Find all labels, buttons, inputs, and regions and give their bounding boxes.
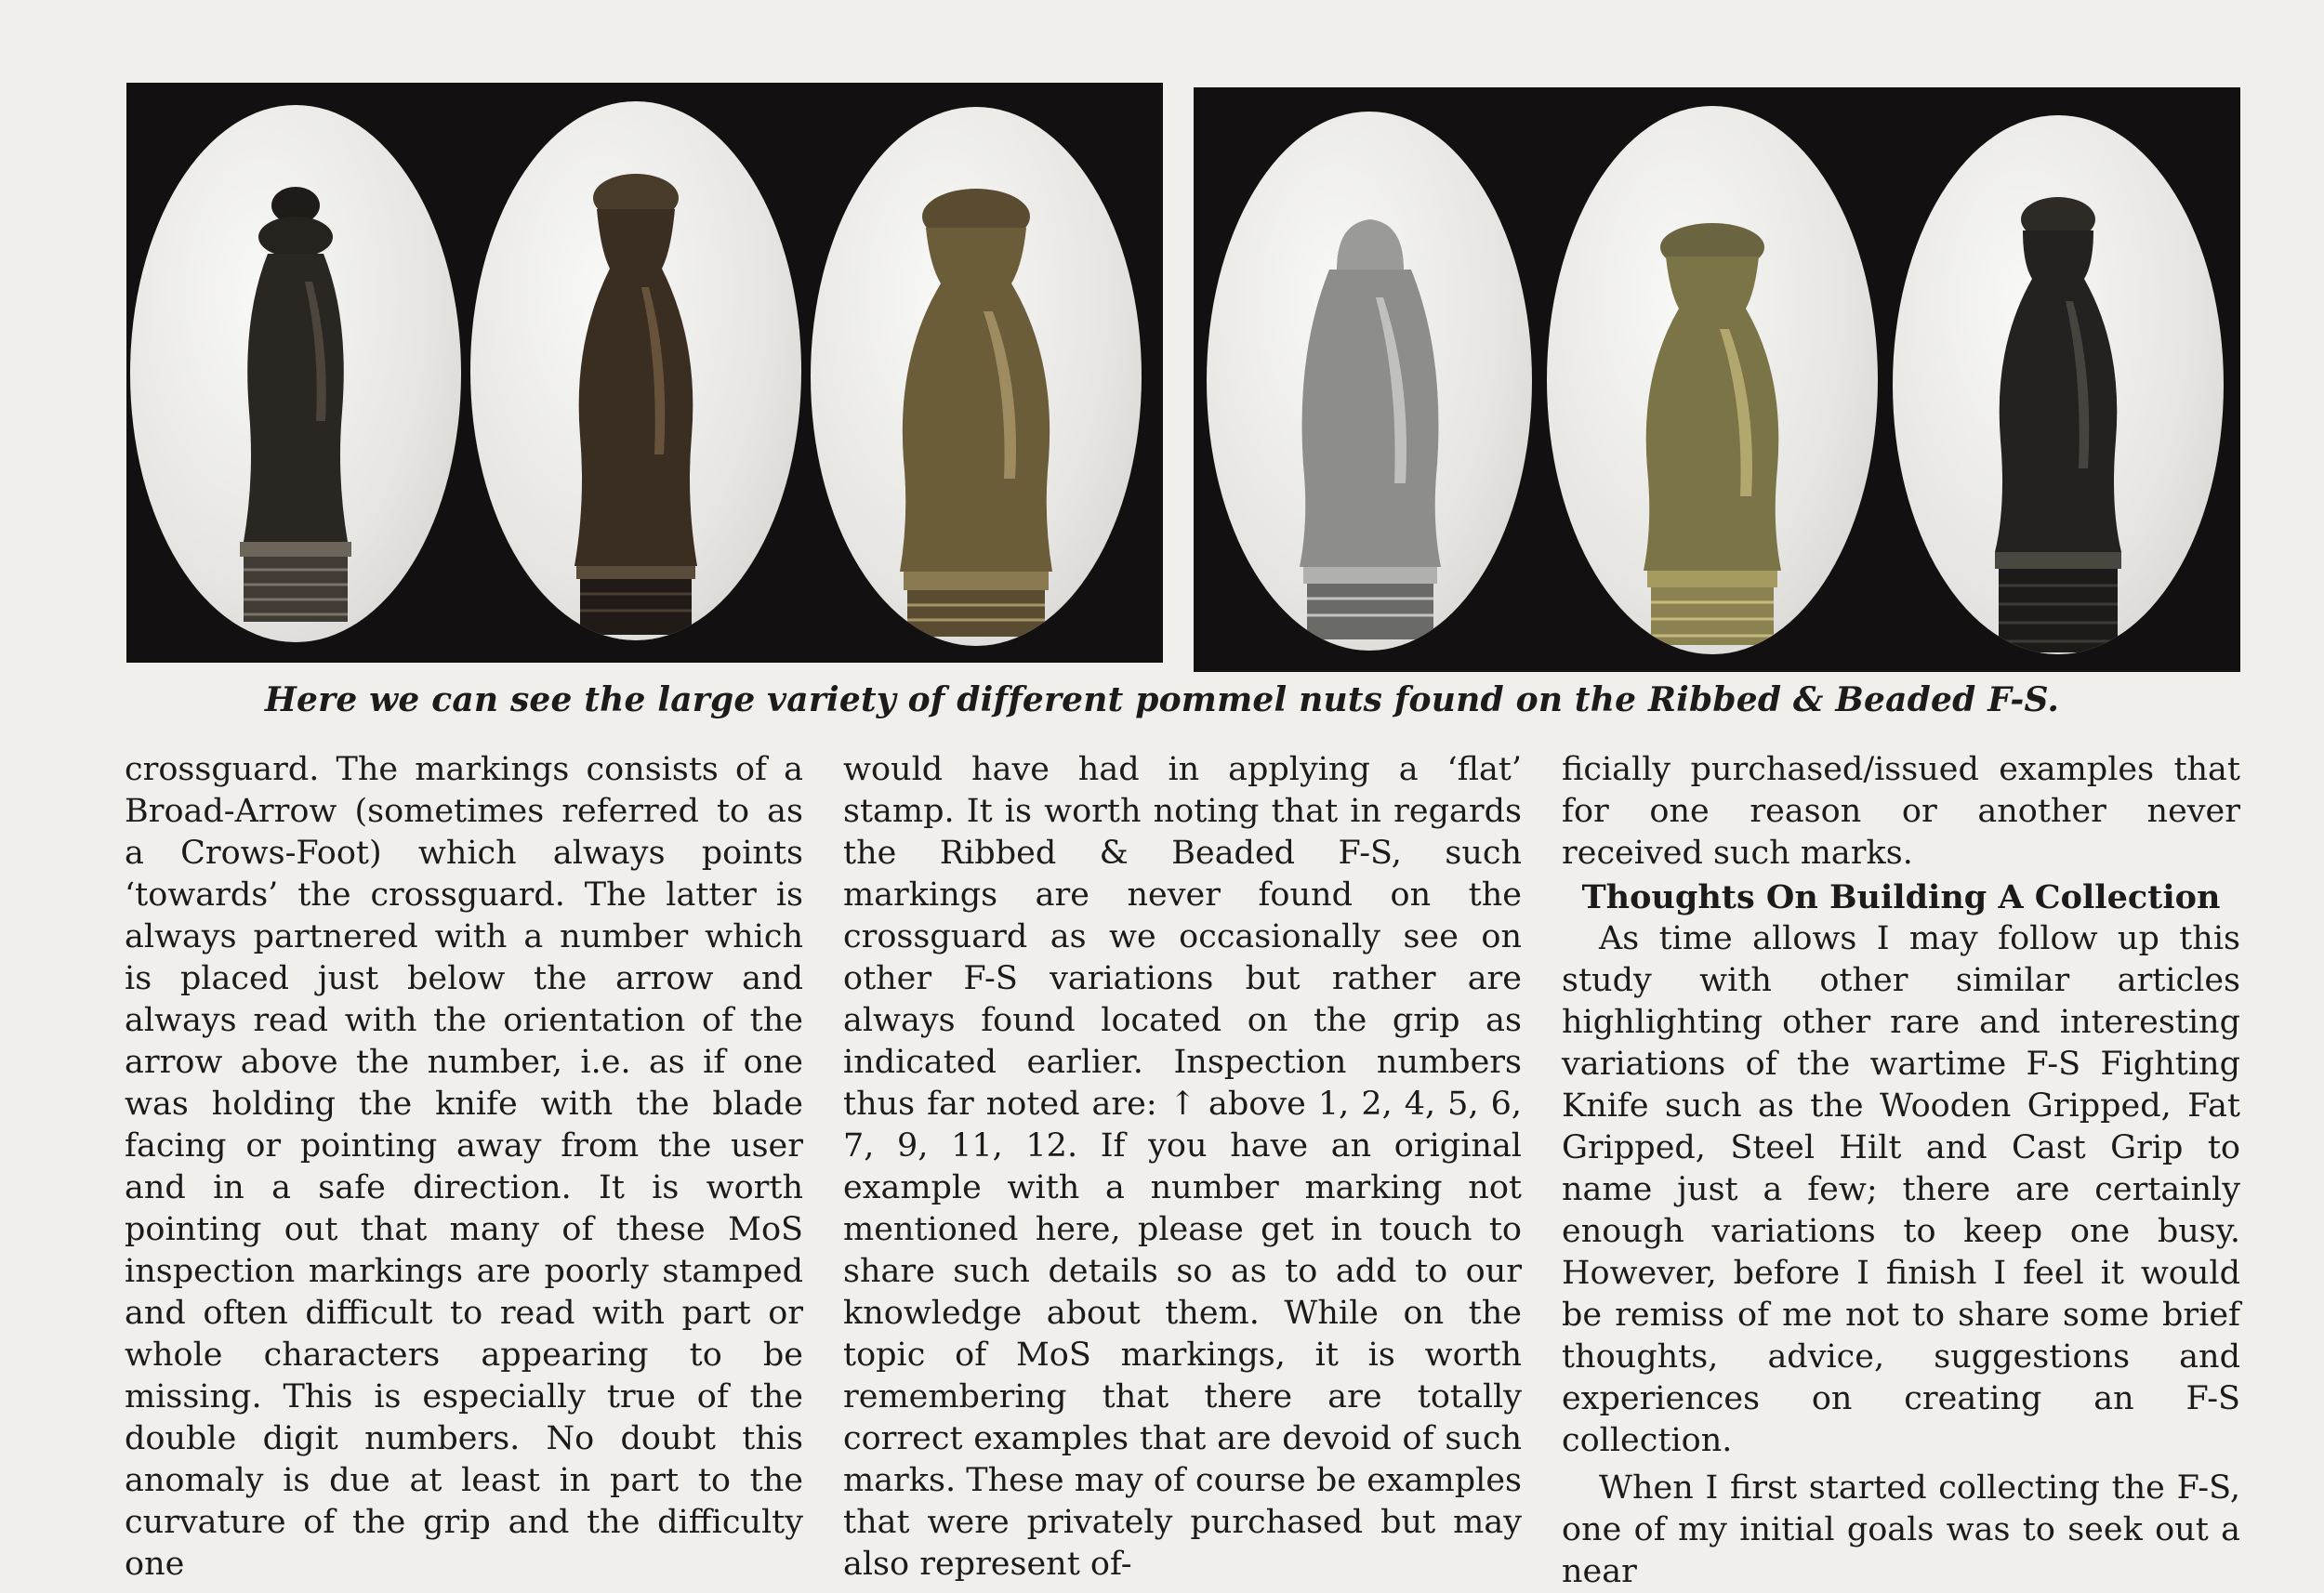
photo-panel-right [1194, 87, 2240, 672]
column-3-paragraph-1: ficially purchased/issued examples that for one reason or another never received such marks. [1562, 751, 2240, 872]
pommel-nut-5-image [1547, 106, 1878, 654]
pommel-photo-1 [130, 105, 461, 642]
photo-panel-left [126, 83, 1163, 663]
pommel-photo-2 [470, 101, 801, 640]
pommel-photo-3 [811, 107, 1142, 646]
column-3-paragraph-3: When I first started collecting the F-S, one of my initial goals was to seek out a near [1562, 1469, 2240, 1590]
figure-caption: Here we can see the large variety of different pommel nuts found on the Ribbed & Beaded F-S. [264, 680, 2060, 719]
article-column-1 [125, 749, 803, 1586]
article-column-3 [1562, 749, 2240, 1593]
column-2-text: would have had in applying a ‘flat’ stamp. It is worth noting that in regards the Ribbed & Beaded F-S, such markings are never found on the crossguard as we occasionally see on other F-S variations but rather are always found located on the grip as indicated earlier. Inspection numbers thus far noted are: ↑ above 1, 2, 4, 5, 6, 7, 9, 11, 12. If you have an original example with a number marking not mentioned here, please get in touch to share such details so as to add to our knowledge about them. While on the topic of MoS markings, it is worth remembering that there are totally correct examples that are devoid of such marks. These may of course be examples that were privately purchased but may also represent of- [843, 751, 1522, 1583]
pommel-nut-2-image [470, 101, 801, 640]
pommel-nut-6-image [1893, 115, 2224, 654]
pommel-photo-6 [1893, 115, 2224, 654]
pommel-nut-1-image [130, 105, 461, 642]
column-1-text: crossguard. The markings consists of a Broad-Arrow (sometimes referred to as a Crows-Foot) which always points ‘towards’ the crossguard. The latter is always partnered with a number which is placed just below the arrow and always read with the orientation of the arrow above the number, i.e. as if one was holding the knife with the blade facing or pointing away from the user and in a safe direction. It is worth pointing out that many of these MoS inspection markings are poorly stamped and often difficult to read with part or whole characters appearing to be missing. This is especially true of the double digit numbers. No doubt this anomaly is due at least in part to the curvature of the grip and the difficulty one [125, 751, 803, 1583]
pommel-photo-5 [1547, 106, 1878, 654]
article-column-2 [843, 749, 1522, 1586]
section-heading: Thoughts On Building A Collection [1581, 878, 2221, 916]
pommel-photo-4 [1207, 112, 1532, 651]
column-3-paragraph-2: As time allows I may follow up this study with other similar articles highlighting other rare and interesting variations of the wartime F-S Fighting Knife such as the Wooden Gripped, Fat Gripped, Steel Hilt and Cast Grip to name just a few; there are certainly enough variations to keep one busy. However, before I finish I feel it would be remiss of me not to share some brief thoughts, advice, suggestions and experiences on creating an F-S collection. [1562, 920, 2240, 1459]
pommel-nut-3-image [811, 107, 1142, 646]
pommel-nut-4-image [1207, 112, 1532, 651]
